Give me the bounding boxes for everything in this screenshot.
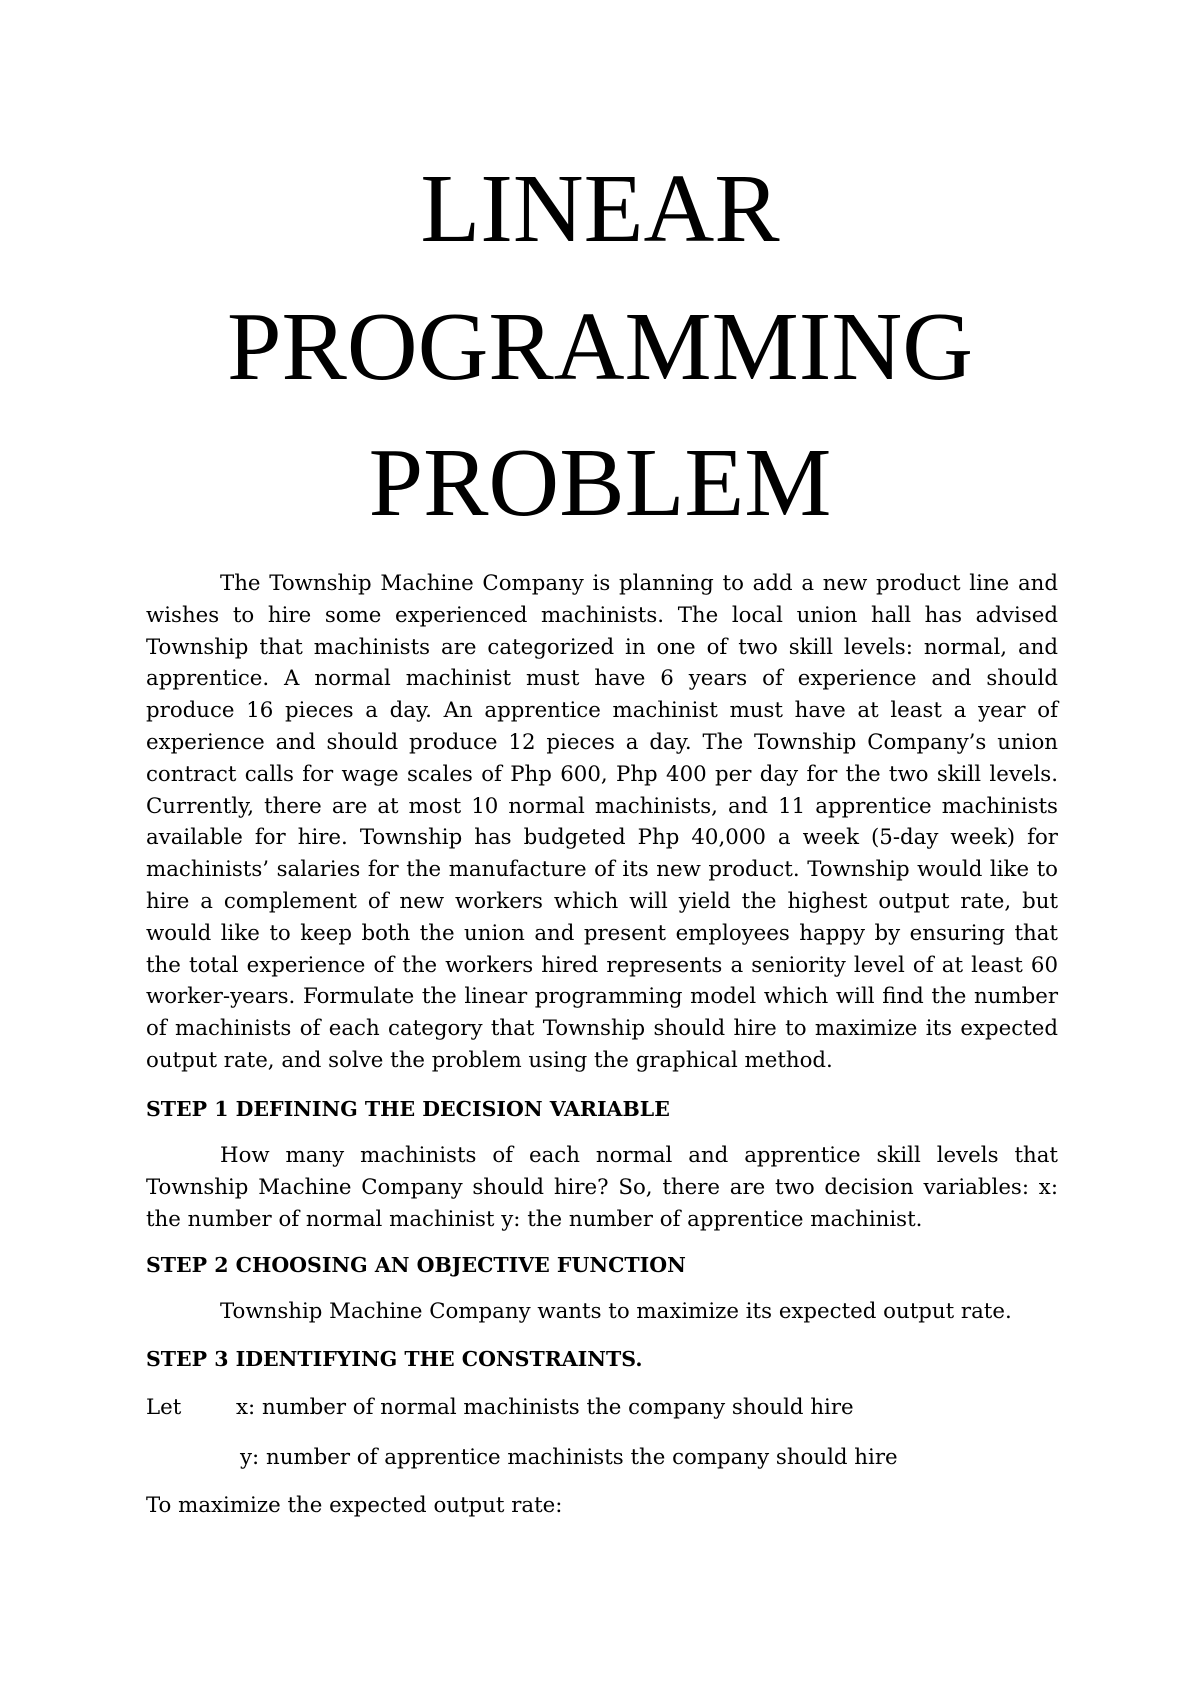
let-label: Let — [146, 1395, 182, 1420]
x-definition: x: number of normal machinists the company should hire — [236, 1395, 854, 1420]
step1-heading: STEP 1 DEFINING THE DECISION VARIABLE — [146, 1097, 670, 1121]
title-line-1: LINEAR — [420, 155, 780, 263]
let-x-definition — [146, 1392, 1058, 1424]
step3-heading: STEP 3 IDENTIFYING THE CONSTRAINTS. — [146, 1347, 643, 1371]
title-line-2: PROGRAMMING — [226, 293, 973, 401]
y-definition: y: number of apprentice machinists the company should hire — [240, 1445, 898, 1470]
step1-text: How many machinists of each normal and apprentice skill levels that Township Machine Company should hire? So, there are two decision variables: x: the number of normal machinist y: the number of apprentice machinist. — [146, 1143, 1058, 1232]
title-line-3: PROBLEM — [368, 429, 832, 537]
step2-heading: STEP 2 CHOOSING AN OBJECTIVE FUNCTION — [146, 1253, 686, 1277]
intro-paragraph: The Township Machine Company is planning to add a new product line and wishes to hire some experienced machinists. The local union hall has advised Township that machinists are categorized in one of two skill levels: normal, and apprentice. A normal machinist must have 6 years of experience and should produce 16 pieces a day. An apprentice machinist must have at least a year of experience and should produce 12 pieces a day. The Township Company’s union contract calls for wage scales of Php 600, Php 400 per day for the two skill levels. Currently, there are at most 10 normal machinists, and 11 apprentice machinists available for hire. Township has budgeted Php 40,000 a week (5-day week) for machinists’ salaries for the manufacture of its new product. Township would like to hire a complement of new workers which will yield the highest output rate, but would like to keep both the union and present employees happy by ensuring that the total experience of the workers hired represents a seniority level of at least 60 worker-years. Formulate the linear programming model which will find the number of machinists of each category that Township should hire to maximize its expected output rate, and solve the problem using the graphical method. — [146, 571, 1058, 1073]
step2-text: Township Machine Company wants to maximize its expected output rate. — [220, 1299, 1012, 1324]
maximize-text: To maximize the expected output rate: — [146, 1493, 563, 1518]
